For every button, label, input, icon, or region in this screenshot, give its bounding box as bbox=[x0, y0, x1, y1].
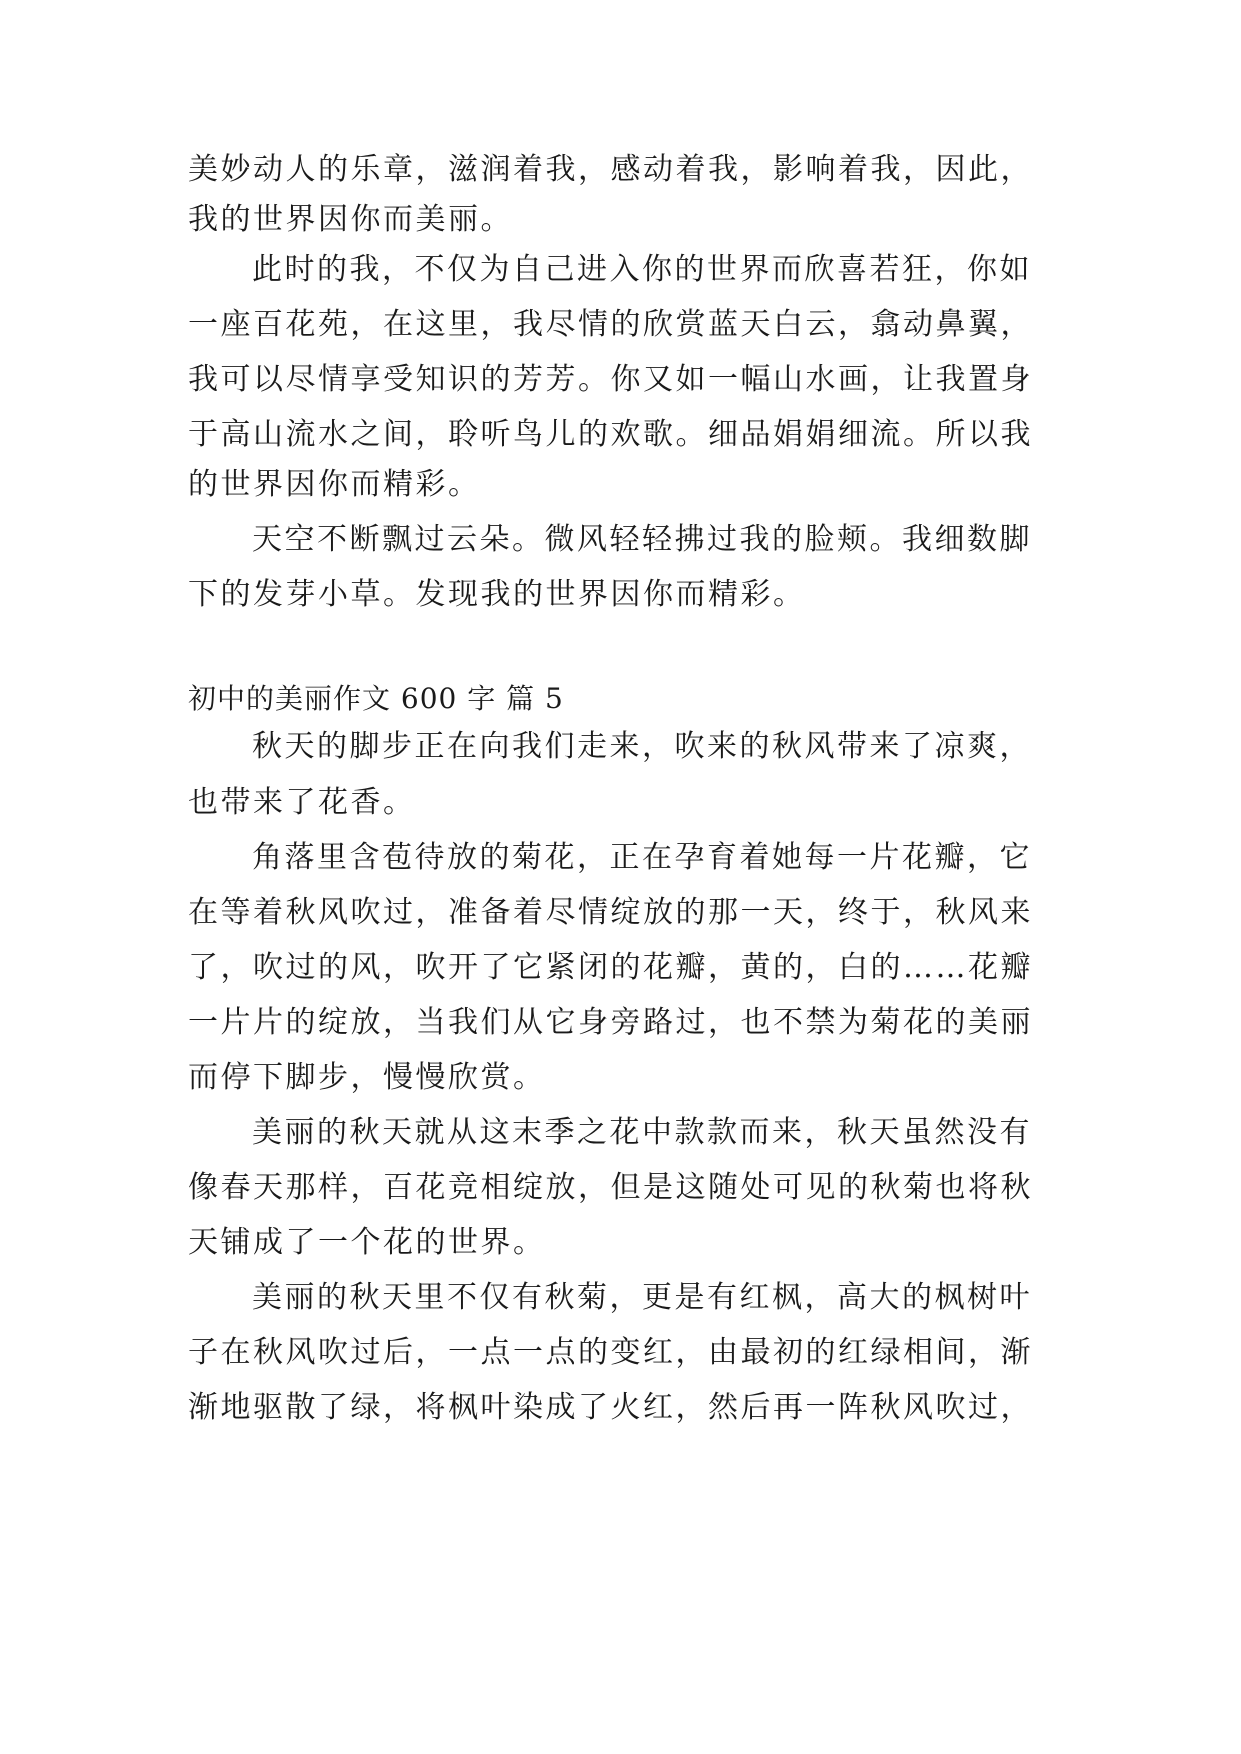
text-line: 而停下脚步，慢慢欣赏。 bbox=[188, 1060, 546, 1095]
section-heading: 初中的美丽作文 600 字 篇 5 bbox=[188, 682, 564, 715]
text-line: 美丽的秋天就从这末季之花中款款而来，秋天虽然没有 bbox=[252, 1115, 1032, 1150]
text-line: 天铺成了一个花的世界。 bbox=[188, 1225, 546, 1260]
text-line: 角落里含苞待放的菊花，正在孕育着她每一片花瓣，它 bbox=[252, 840, 1032, 875]
text-line: 子在秋风吹过后，一点一点的变红，由最初的红绿相间，渐 bbox=[188, 1335, 1033, 1370]
text-line: 下的发芽小草。发现我的世界因你而精彩。 bbox=[188, 577, 806, 612]
text-line: 的世界因你而精彩。 bbox=[188, 467, 481, 502]
text-line: 天空不断飘过云朵。微风轻轻拂过我的脸颊。我细数脚 bbox=[252, 522, 1032, 557]
text-line: 我的世界因你而美丽。 bbox=[188, 202, 513, 237]
text-line: 像春天那样，百花竞相绽放，但是这随处可见的秋菊也将秋 bbox=[188, 1170, 1033, 1205]
text-line: 一片片的绽放，当我们从它身旁路过，也不禁为菊花的美丽 bbox=[188, 1005, 1033, 1040]
text-line: 美妙动人的乐章，滋润着我，感动着我，影响着我，因此， bbox=[188, 152, 1033, 187]
text-line: 我可以尽情享受知识的芳芳。你又如一幅山水画，让我置身 bbox=[188, 362, 1033, 397]
text-line: 秋天的脚步正在向我们走来，吹来的秋风带来了凉爽， bbox=[252, 729, 1032, 764]
text-line: 在等着秋风吹过，准备着尽情绽放的那一天，终于，秋风来 bbox=[188, 895, 1033, 930]
text-line: 渐地驱散了绿，将枫叶染成了火红，然后再一阵秋风吹过， bbox=[188, 1390, 1033, 1425]
text-line: 于高山流水之间，聆听鸟儿的欢歌。细品娟娟细流。所以我 bbox=[188, 417, 1033, 452]
text-line: 此时的我，不仅为自己进入你的世界而欣喜若狂，你如 bbox=[252, 252, 1032, 287]
text-line: 一座百花苑，在这里，我尽情的欣赏蓝天白云，翕动鼻翼， bbox=[188, 307, 1033, 342]
text-line: 了，吹过的风，吹开了它紧闭的花瓣，黄的，白的……花瓣 bbox=[188, 950, 1033, 985]
text-line: 美丽的秋天里不仅有秋菊，更是有红枫，高大的枫树叶 bbox=[252, 1280, 1032, 1315]
text-line: 也带来了花香。 bbox=[188, 785, 416, 820]
